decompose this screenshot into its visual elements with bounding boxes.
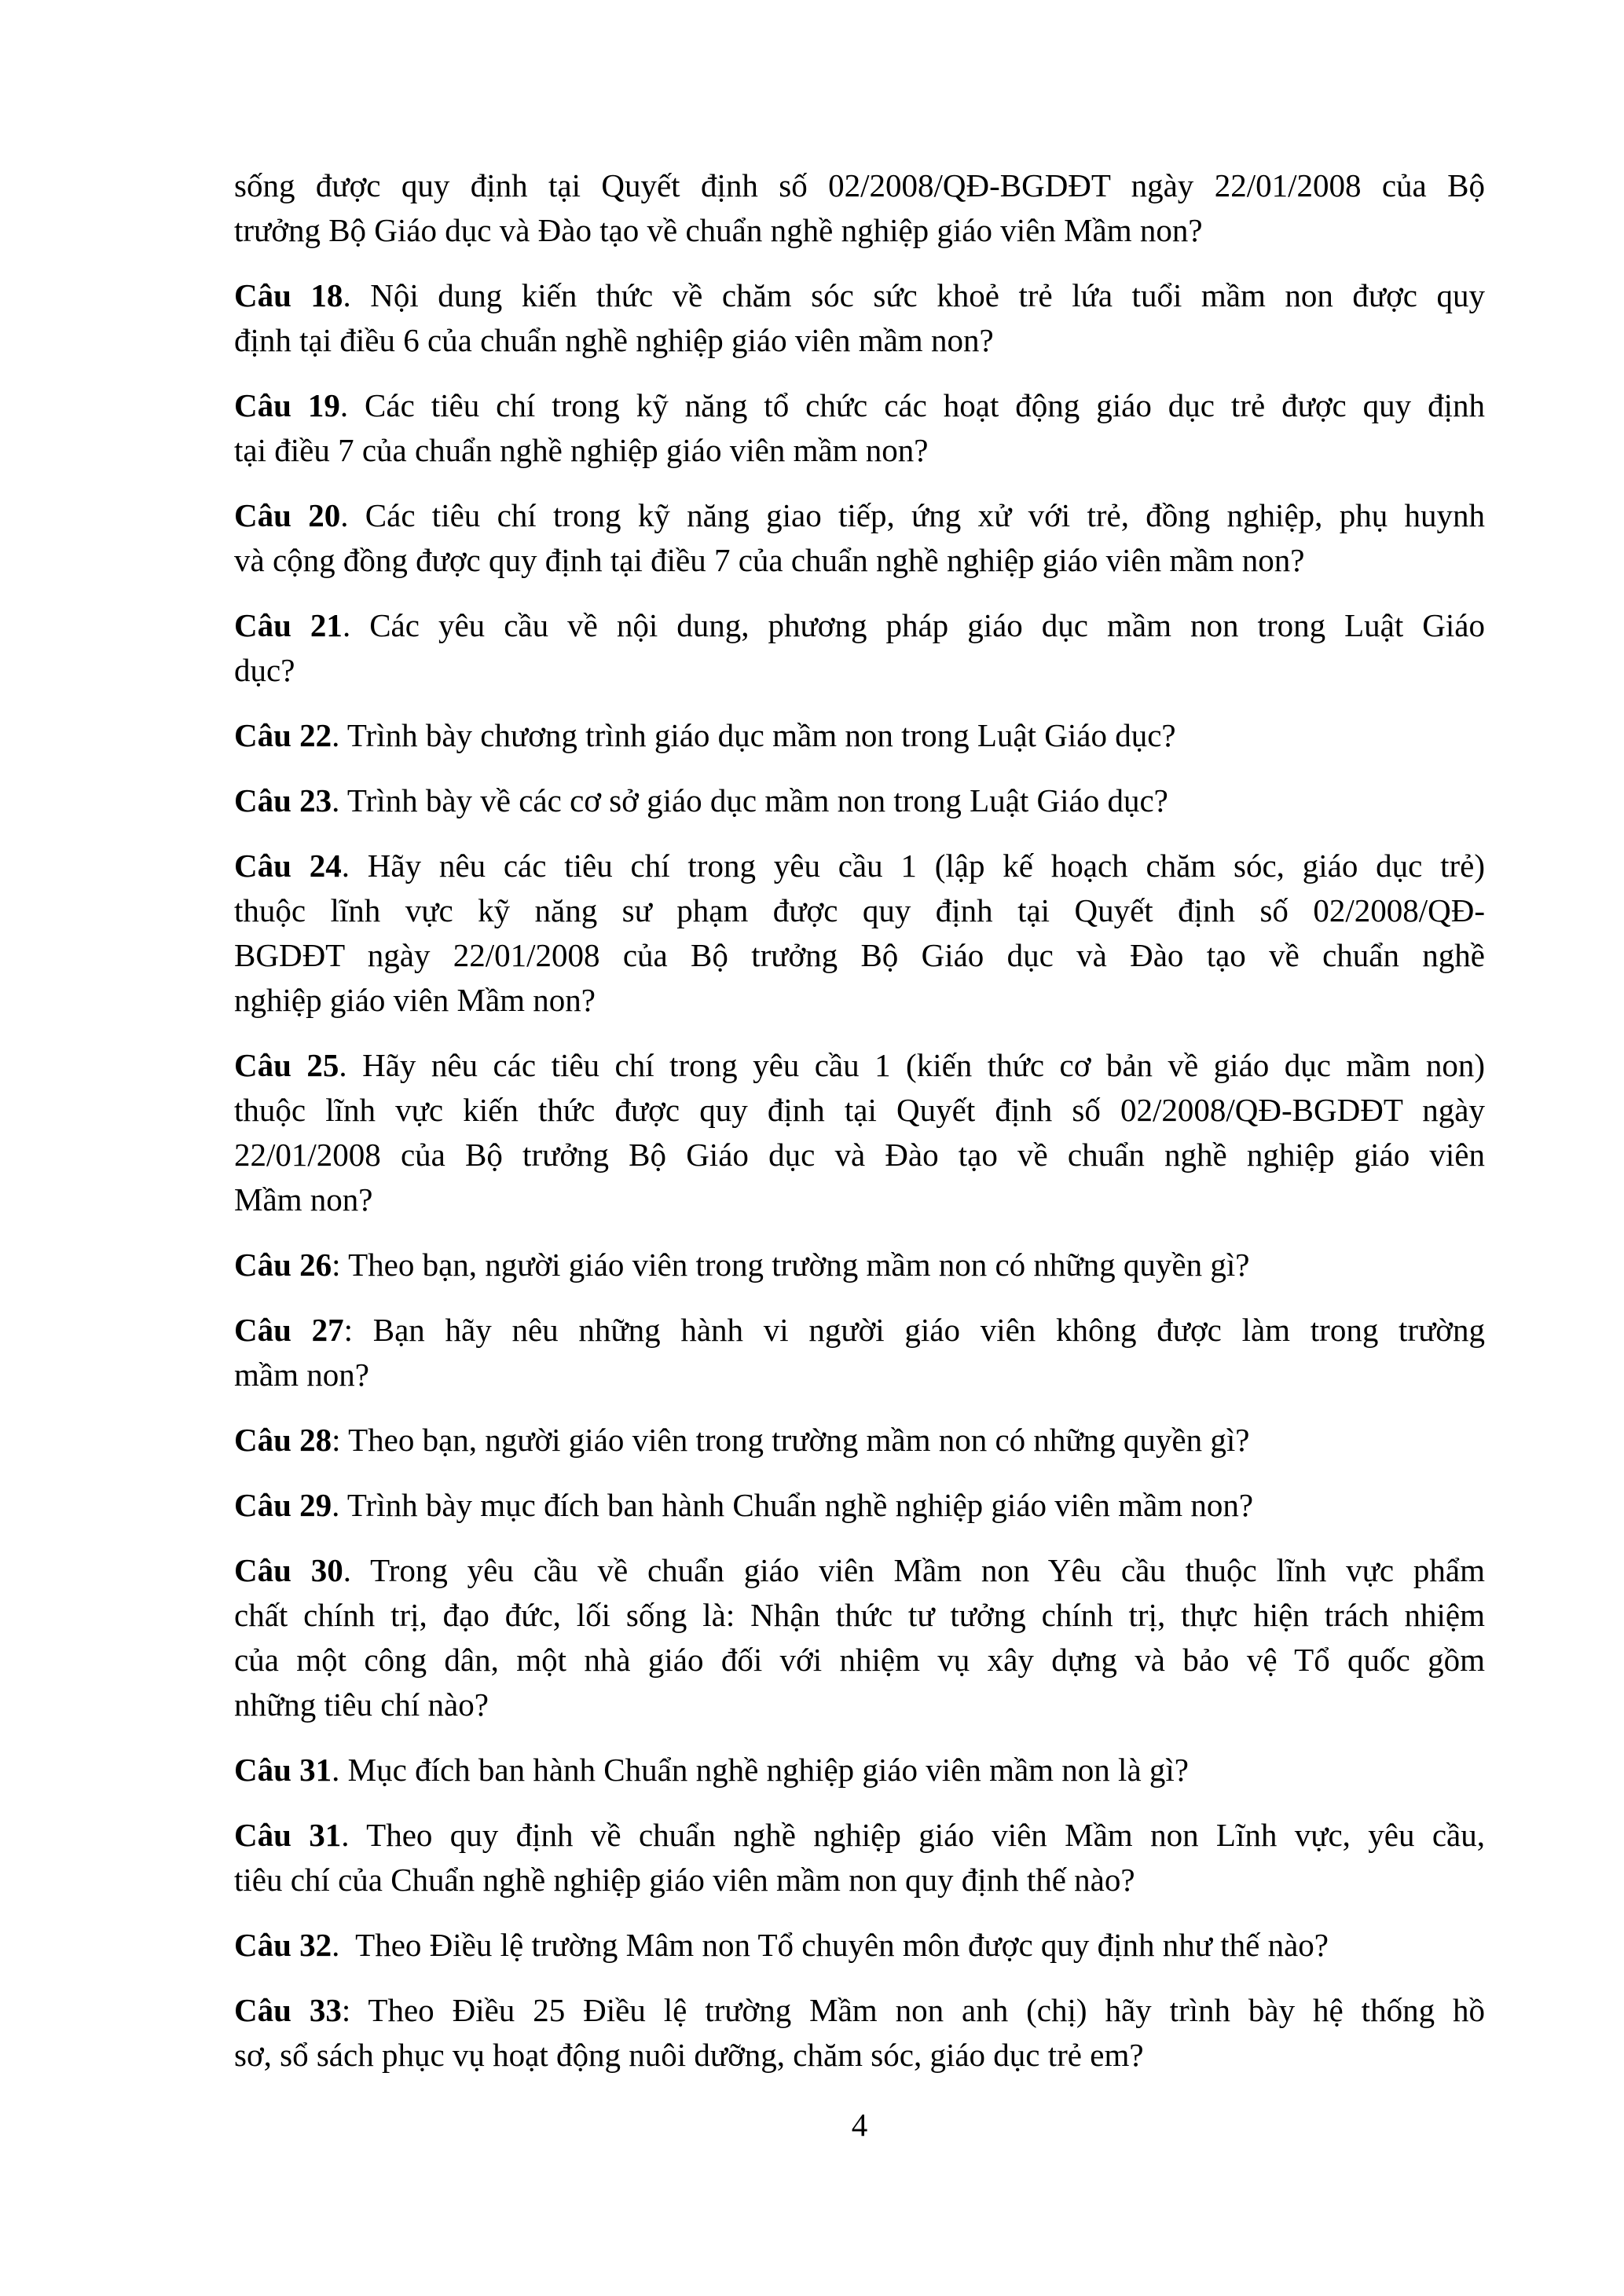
- line-text: những tiêu chí nào?: [234, 1686, 489, 1723]
- line-text: : Theo Điều 25 Điều lệ trường Mầm non anh (chị) hãy trình bày hệ thống hồ: [341, 1992, 1485, 2028]
- question-27: [234, 1308, 1485, 1397]
- text-line: [234, 778, 1485, 823]
- line-text: của một công dân, một nhà giáo đối với nhiệm vụ xây dựng và bảo vệ Tổ quốc gồm: [234, 1642, 1485, 1678]
- text-line: [234, 1923, 1485, 1968]
- text-line: [234, 208, 1485, 253]
- question-32: [234, 1923, 1485, 1968]
- question-28: [234, 1418, 1485, 1463]
- page-number: 4: [851, 2107, 868, 2143]
- text-line: [234, 1088, 1485, 1133]
- line-text: . Hãy nêu các tiêu chí trong yêu cầu 1 (lập kế hoạch chăm sóc, giáo dục trẻ): [341, 848, 1485, 884]
- text-line: [234, 383, 1485, 428]
- question-number: Câu 30: [234, 1552, 343, 1588]
- text-line: [234, 1593, 1485, 1638]
- line-text: . Mục đích ban hành Chuẩn nghề nghiệp giáo viên mầm non là gì?: [332, 1752, 1189, 1788]
- text-line: [234, 1748, 1485, 1792]
- line-text: sơ, sổ sách phục vụ hoạt động nuôi dưỡng, chăm sóc, giáo dục trẻ em?: [234, 2037, 1144, 2073]
- question-number: Câu 32: [234, 1927, 332, 1963]
- text-line: [234, 538, 1485, 583]
- line-text: . Theo quy định về chuẩn nghề nghiệp giáo viên Mầm non Lĩnh vực, yêu cầu,: [341, 1817, 1485, 1853]
- text-line: [234, 1308, 1485, 1353]
- question-30: [234, 1548, 1485, 1727]
- line-text: thuộc lĩnh vực kỹ năng sư phạm được quy định tại Quyết định số 02/2008/QĐ-: [234, 892, 1485, 928]
- text-line: [234, 888, 1485, 933]
- question-20: [234, 493, 1485, 583]
- question-33: [234, 1988, 1485, 2078]
- question-number: Câu 21: [234, 607, 343, 643]
- text-line: [234, 713, 1485, 758]
- text-line: [234, 1683, 1485, 1727]
- line-text: . Theo Điều lệ trường Mâm non Tổ chuyên môn được quy định như thế nào?: [332, 1927, 1329, 1963]
- line-text: : Bạn hãy nêu những hành vi người giáo viên không được làm trong trường: [343, 1312, 1485, 1348]
- line-text: sống được quy định tại Quyết định số 02/2008/QĐ-BGDĐT ngày 22/01/2008 của Bộ: [234, 167, 1485, 203]
- question-number: Câu 25: [234, 1047, 339, 1083]
- line-text: . Các tiêu chí trong kỹ năng giao tiếp, ứng xử với trẻ, đồng nghiệp, phụ huynh: [340, 497, 1485, 533]
- line-text: . Trình bày về các cơ sở giáo dục mầm non trong Luật Giáo dục?: [332, 782, 1168, 818]
- line-text: 22/01/2008 của Bộ trưởng Bộ Giáo dục và Đào tạo về chuẩn nghề nghiệp giáo viên: [234, 1137, 1485, 1173]
- text-line: [234, 1243, 1485, 1287]
- line-text: chất chính trị, đạo đức, lối sống là: Nhận thức tư tưởng chính trị, thực hiện trách nhiệm: [234, 1597, 1485, 1633]
- text-line: [234, 1353, 1485, 1397]
- text-line: [234, 844, 1485, 888]
- question-21: [234, 603, 1485, 693]
- question-22: [234, 713, 1485, 758]
- text-line: [234, 1483, 1485, 1528]
- text-line: [234, 978, 1485, 1023]
- text-line: [234, 933, 1485, 978]
- text-line: [234, 428, 1485, 473]
- question-number: Câu 31: [234, 1752, 332, 1788]
- text-line: [234, 648, 1485, 693]
- line-text: . Hãy nêu các tiêu chí trong yêu cầu 1 (kiến thức cơ bản về giáo dục mầm non): [339, 1047, 1485, 1083]
- question-31b: [234, 1813, 1485, 1902]
- line-text: : Theo bạn, người giáo viên trong trường mầm non có những quyền gì?: [332, 1247, 1250, 1283]
- question-18: [234, 273, 1485, 363]
- line-text: . Trình bày chương trình giáo dục mầm non trong Luật Giáo dục?: [332, 717, 1176, 753]
- text-line: [234, 1418, 1485, 1463]
- question-number: Câu 29: [234, 1487, 332, 1523]
- text-line: [234, 1813, 1485, 1858]
- text-line: [234, 1988, 1485, 2033]
- line-text: dục?: [234, 652, 295, 688]
- line-text: . Các tiêu chí trong kỹ năng tổ chức các hoạt động giáo dục trẻ được quy định: [339, 387, 1485, 423]
- question-number: Câu 18: [234, 277, 343, 313]
- text-line: [234, 2033, 1485, 2078]
- question-number: Câu 33: [234, 1992, 342, 2028]
- line-text: tiêu chí của Chuẩn nghề nghiệp giáo viên mầm non quy định thế nào?: [234, 1862, 1135, 1898]
- line-text: định tại điều 6 của chuẩn nghề nghiệp giáo viên mầm non?: [234, 322, 994, 358]
- question-number: Câu 20: [234, 497, 341, 533]
- line-text: mầm non?: [234, 1357, 369, 1393]
- question-number: Câu 27: [234, 1312, 344, 1348]
- question-31: [234, 1748, 1485, 1792]
- line-text: nghiệp giáo viên Mầm non?: [234, 982, 596, 1018]
- line-text: thuộc lĩnh vực kiến thức được quy định tại Quyết định số 02/2008/QĐ-BGDĐT ngày: [234, 1092, 1485, 1128]
- text-line: [234, 1548, 1485, 1593]
- line-text: . Trong yêu cầu về chuẩn giáo viên Mầm non Yêu cầu thuộc lĩnh vực phẩm: [343, 1552, 1485, 1588]
- line-text: BGDĐT ngày 22/01/2008 của Bộ trưởng Bộ Giáo dục và Đào tạo về chuẩn nghề: [234, 937, 1485, 973]
- paragraph-continuation: [234, 163, 1485, 253]
- question-24: [234, 844, 1485, 1023]
- line-text: . Trình bày mục đích ban hành Chuẩn nghề nghiệp giáo viên mầm non?: [332, 1487, 1254, 1523]
- question-number: Câu 26: [234, 1247, 332, 1283]
- line-text: . Nội dung kiến thức về chăm sóc sức khoẻ trẻ lứa tuổi mầm non được quy: [343, 277, 1485, 313]
- text-line: [234, 318, 1485, 363]
- question-26: [234, 1243, 1485, 1287]
- question-number: Câu 19: [234, 387, 340, 423]
- text-line: [234, 273, 1485, 318]
- line-text: trưởng Bộ Giáo dục và Đào tạo về chuẩn nghề nghiệp giáo viên Mầm non?: [234, 212, 1203, 248]
- line-text: và cộng đồng được quy định tại điều 7 của chuẩn nghề nghiệp giáo viên mầm non?: [234, 542, 1305, 578]
- line-text: . Các yêu cầu về nội dung, phương pháp giáo dục mầm non trong Luật Giáo: [342, 607, 1485, 643]
- question-23: [234, 778, 1485, 823]
- text-line: [234, 1858, 1485, 1902]
- question-19: [234, 383, 1485, 473]
- question-25: [234, 1043, 1485, 1222]
- text-line: [234, 493, 1485, 538]
- line-text: tại điều 7 của chuẩn nghề nghiệp giáo viên mầm non?: [234, 432, 929, 468]
- question-number: Câu 28: [234, 1422, 332, 1458]
- text-line: [234, 1043, 1485, 1088]
- question-29: [234, 1483, 1485, 1528]
- text-line: [234, 1133, 1485, 1177]
- line-text: : Theo bạn, người giáo viên trong trường mầm non có những quyền gì?: [332, 1422, 1250, 1458]
- line-text: Mầm non?: [234, 1181, 373, 1218]
- question-number: Câu 23: [234, 782, 332, 818]
- question-number: Câu 24: [234, 848, 342, 884]
- question-number: Câu 31: [234, 1817, 342, 1853]
- text-line: [234, 163, 1485, 208]
- text-line: [234, 603, 1485, 648]
- text-line: [234, 1638, 1485, 1683]
- text-line: [234, 1177, 1485, 1222]
- question-number: Câu 22: [234, 717, 332, 753]
